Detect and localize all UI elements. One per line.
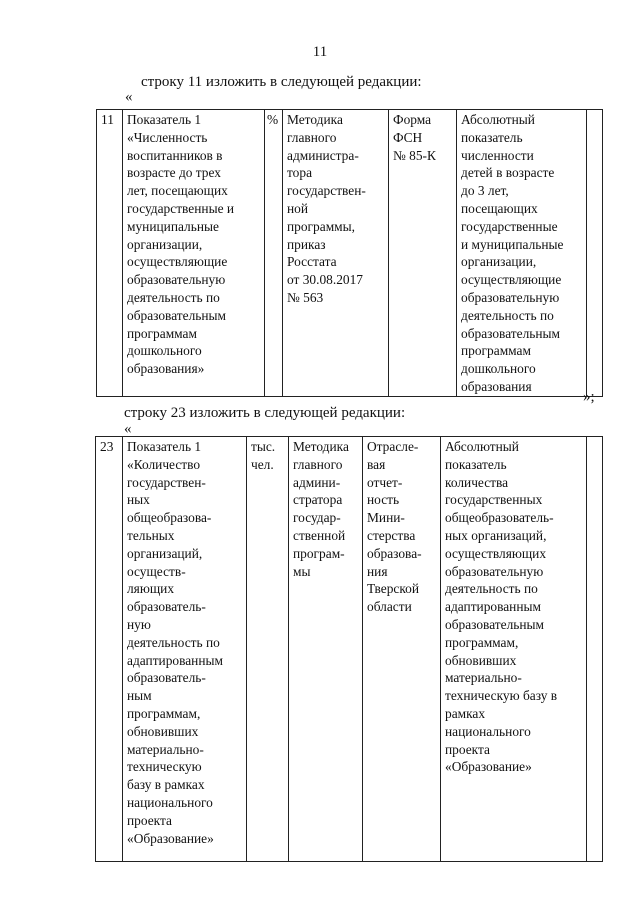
table-row-11: [96, 109, 603, 397]
section-2-intro: строку 23 изложить в следующей редакции:: [124, 405, 406, 421]
unit-cell: %: [265, 110, 283, 397]
indicator-cell: Показатель 1 «Численность воспитанников в возрасте до трех лет, посещающих государственные и муниципальные организации, осуществляющие образовательную деятельность по образовательным программам дошкольного образования»: [123, 110, 265, 397]
section-2-open-quote: «: [124, 421, 132, 437]
method-cell: Методика главного администра- тора государствен- ной программы, приказ Росстата от 30.08.2017 № 563: [283, 110, 389, 397]
row-number: 23: [96, 437, 123, 862]
row-number: 11: [97, 110, 123, 397]
page-number: 11: [312, 44, 328, 60]
table-row-23: [95, 436, 603, 862]
unit-cell: тыс. чел.: [247, 437, 289, 862]
section-1-open-quote: «: [125, 89, 133, 105]
extra-cell: [587, 437, 603, 862]
form-cell: Форма ФСН № 85-К: [389, 110, 457, 397]
description-cell: Абсолютный показатель количества государственных общеобразователь- ных организаций, осуществляющих образовательную деятельность по адаптированным образовательным программам, обновивших материально- техническую базу в рамках национального проекта «Образование»: [441, 437, 587, 862]
source-cell: Отрасле- вая отчет- ность Мини- стерства образова- ния Тверской области: [363, 437, 441, 862]
method-cell: Методика главного админи- стратора государ- ственной програм- мы: [289, 437, 363, 862]
indicator-cell: Показатель 1 «Количество государствен- ных общеобразова- тельных организаций, осуществ- ляющих образователь- ную деятельность по адаптированным образователь- ным программам, обновивших материально- техническую базу в рамках национального проекта «Образование»: [123, 437, 247, 862]
section-1-close-quote: »;: [583, 389, 595, 405]
section-1-intro: строку 11 изложить в следующей редакции:: [141, 74, 422, 90]
description-cell: Абсолютный показатель численности детей в возрасте до 3 лет, посещающих государственные и муниципальные организации, осуществляющие образовательную деятельность по образовательным программам дошкольного образования: [457, 110, 587, 397]
extra-cell: [587, 110, 603, 397]
